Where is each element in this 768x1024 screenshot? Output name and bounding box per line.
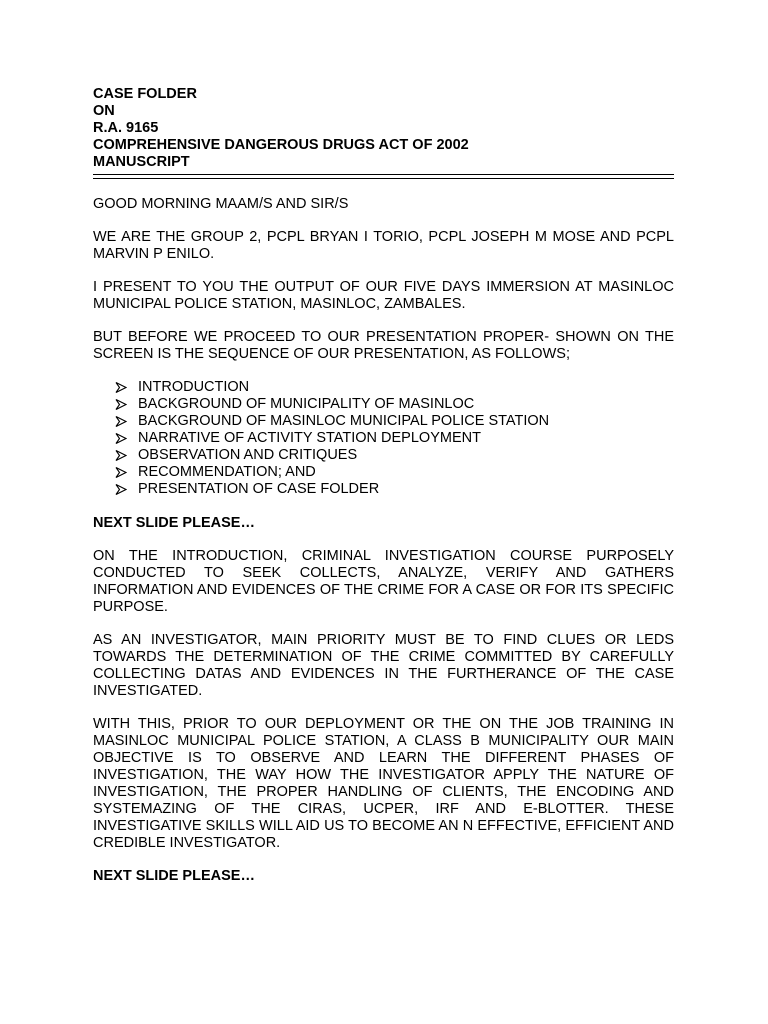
sequence-intro-paragraph: BUT BEFORE WE PROCEED TO OUR PRESENTATION PROPER- SHOWN ON THE SCREEN IS THE SEQUENCE OF OUR PRESENTATION, AS FOLLOWS; bbox=[93, 329, 674, 362]
agenda-item-label: NARRATIVE OF ACTIVITY STATION DEPLOYMENT bbox=[138, 430, 481, 446]
header-line-on: ON bbox=[93, 103, 115, 119]
agenda-item-label: BACKGROUND OF MUNICIPALITY OF MASINLOC bbox=[138, 396, 475, 412]
agenda-item-label: RECOMMENDATION; AND bbox=[138, 464, 316, 480]
agenda-item-label: OBSERVATION AND CRITIQUES bbox=[138, 447, 358, 463]
agenda-item-case-folder bbox=[115, 481, 674, 498]
header-double-rule bbox=[93, 174, 674, 179]
document-page bbox=[93, 86, 674, 901]
agenda-item-label: INTRODUCTION bbox=[138, 379, 250, 395]
arrowhead-bullet-icon bbox=[115, 399, 127, 410]
agenda-item-activity-narrative bbox=[115, 430, 674, 447]
arrowhead-bullet-icon bbox=[115, 450, 127, 461]
arrowhead-bullet-icon bbox=[115, 433, 127, 444]
header-line-ra-number: R.A. 9165 bbox=[93, 120, 159, 136]
agenda-item-police-station-background bbox=[115, 413, 674, 430]
header-line-case-folder: CASE FOLDER bbox=[93, 86, 197, 102]
agenda-item-observation-critiques bbox=[115, 447, 674, 464]
introduction-paragraph: ON THE INTRODUCTION, CRIMINAL INVESTIGATION COURSE PURPOSELY CONDUCTED TO SEEK COLLECTS, ANALYZE, VERIFY AND GATHERS INFORMATION AND EVIDENCES OF THE CRIME FOR A CASE OR FOR ITS SPECIFIC PURPOSE. bbox=[93, 548, 674, 615]
investigator-priority-paragraph: AS AN INVESTIGATOR, MAIN PRIORITY MUST BE TO FIND CLUES OR LEDS TOWARDS THE DETERMINATION OF THE CRIME COMMITTED BY CAREFULLY COLLECTING DATAS AND EVIDENCES IN THE FURTHERANCE OF THE CASE INVESTIGATED. bbox=[93, 632, 674, 699]
header-line-act-title: COMPREHENSIVE DANGEROUS DRUGS ACT OF 2002 bbox=[93, 137, 469, 153]
group-introduction-paragraph: WE ARE THE GROUP 2, PCPL BRYAN I TORIO, PCPL JOSEPH M MOSE AND PCPL MARVIN P ENILO. bbox=[93, 229, 674, 262]
greeting-paragraph: GOOD MORNING MAAM/S AND SIR/S bbox=[93, 196, 349, 212]
header-line-manuscript: MANUSCRIPT bbox=[93, 154, 190, 170]
deployment-objective-paragraph: WITH THIS, PRIOR TO OUR DEPLOYMENT OR THE ON THE JOB TRAINING IN MASINLOC MUNICIPAL POLICE STATION, A CLASS B MUNICIPALITY OUR MAIN OBJECTIVE IS TO OBSERVE AND LEARN THE DIFFERENT PHASES OF INVESTIGATION, THE WAY HOW THE INVESTIGATOR APPLY THE NATURE OF INVESTIGATION, THE PROPER HANDLING OF CLIENTS, THE ENCODING AND SYSTEMAZING OF THE CIRAS, UCPER, IRF AND E-BLOTTER. THESE INVESTIGATIVE SKILLS WILL AID US TO BECOME AN N EFFECTIVE, EFFICIENT AND CREDIBLE INVESTIGATOR. bbox=[93, 716, 674, 851]
agenda-item-municipality-background bbox=[115, 396, 674, 413]
next-slide-cue: NEXT SLIDE PLEASE… bbox=[93, 515, 255, 531]
agenda-item-introduction bbox=[115, 379, 674, 396]
agenda-item-recommendation bbox=[115, 464, 674, 481]
document-header bbox=[93, 86, 674, 171]
arrowhead-bullet-icon bbox=[115, 416, 127, 427]
arrowhead-bullet-icon bbox=[115, 467, 127, 478]
presentation-agenda-list bbox=[93, 379, 674, 498]
arrowhead-bullet-icon bbox=[115, 484, 127, 495]
next-slide-cue: NEXT SLIDE PLEASE… bbox=[93, 868, 255, 884]
agenda-item-label: PRESENTATION OF CASE FOLDER bbox=[138, 481, 380, 497]
output-statement-paragraph: I PRESENT TO YOU THE OUTPUT OF OUR FIVE DAYS IMMERSION AT MASINLOC MUNICIPAL POLICE STATION, MASINLOC, ZAMBALES. bbox=[93, 279, 674, 312]
agenda-item-label: BACKGROUND OF MASINLOC MUNICIPAL POLICE STATION bbox=[138, 413, 550, 429]
arrowhead-bullet-icon bbox=[115, 382, 127, 393]
